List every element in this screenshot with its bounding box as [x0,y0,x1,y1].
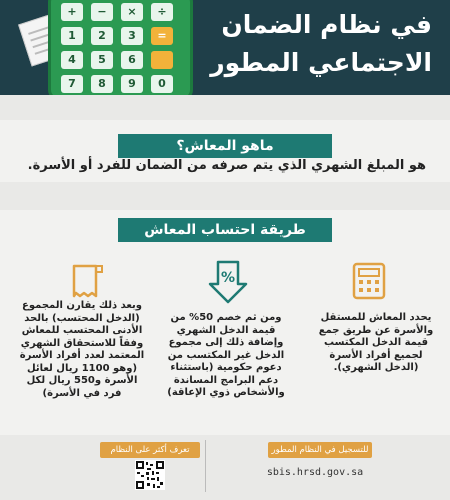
calculator-key: 0 [151,75,173,93]
calculator-illustration [48,0,193,95]
calculator-key [151,51,173,69]
definition-text: هو المبلغ الشهري الذي يتم صرفه من الضمان للفرد أو الأسرة. [27,158,426,173]
calculator-key: 4 [61,51,83,69]
calculator-key: 7 [61,75,83,93]
calculator-key: 2 [91,27,113,45]
page-title: في نظام الضمان الاجتماعي المطور [210,10,432,77]
definition-heading: ماهو المعاش؟ [118,134,332,158]
calculator-key: 6 [121,51,143,69]
svg-text:%: % [220,270,236,286]
calculator-key: + [61,3,83,21]
calculator-key: × [121,3,143,21]
step-3-text: وبعد ذلك يقارن المجموع (الدخل المحتسب) بالحد الأدنى المحتسب للمعاش وفقاً للاستحقاق الشهري المعتمد لعدد أفراد الأسرة (وهو 1100 ريال لعائل الأسرة و550 ريال لكل فرد في الأسرة) [19,300,145,399]
calculator-key: = [151,27,173,45]
registration-url-link[interactable]: sbis.hrsd.gov.sa [266,467,364,478]
receipt-icon [66,262,106,302]
calculator-key: − [91,3,113,21]
step-1-text: يحدد المعاش للمستقل والأسرة عن طريق جمع قيمة الدخل المكتسب لجميع أفراد الأسرة (الدخل الشهري). [318,312,434,373]
calculator-key: 9 [121,75,143,93]
calculation-heading: طريقة احتساب المعاش [118,218,332,242]
calculator-key: ÷ [151,3,173,21]
qr-code[interactable] [135,460,165,490]
register-label: للتسجيل في النظام المطور [268,442,372,458]
calculator-key: 5 [91,51,113,69]
footer-divider [205,440,206,492]
calculator-key: 1 [61,27,83,45]
calculator-icon [350,262,390,302]
percent-down-icon [208,260,248,300]
calculator-key: 3 [121,27,143,45]
learn-more-label: تعرف أكثر على النظام [100,442,200,458]
step-2-text: ومن ثم خصم 50% من قيمة الدخل الشهري وإضافة ذلك إلى مجموع الدخل غير المكتسب من دعوم حكومية (باستثناء دعم البرامج المساندة والأشخاص ذوي الإعاقة) [167,312,285,398]
calculator-key: 8 [91,75,113,93]
header-banner [0,0,450,95]
